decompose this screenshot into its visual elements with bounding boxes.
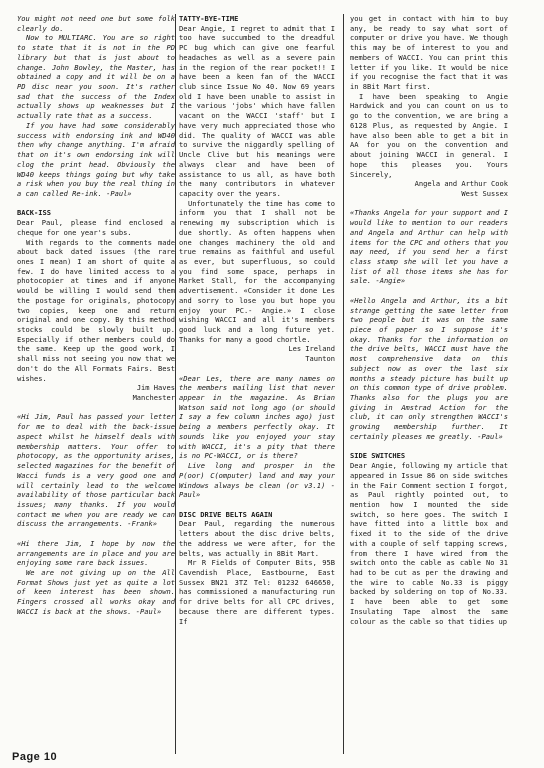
editor-reply: «Dear Les, there are many names on the members mailing list that never appear in the magazine. As Brian Watson said not long ago (or should I say a few column inches ago) just being a members perfectly okay. It sounds like you enjoyed your stay with WACCI, it's a pity that there is no PC-WACCI, or is there? — [179, 373, 335, 461]
signature-place: West Sussex — [461, 188, 508, 198]
page-number: Page 10 — [12, 751, 58, 763]
paragraph: Unfortunately the time has come to inform you that I shall not be renewing my subscription which is due shortly. As often happens when one changes machinery the old and true remains as faithful and useful as ever, but superfluous, so could you find some space, perhaps in Market Stall, for the accompanying advertisement. «Consider it done Les and sorry to lose you but hope you enjoy your PC.- Angie.» I close wishing WACCI and all it's members good luck and a long future yet. Thanks for many a good chortle. — [179, 198, 335, 344]
signature-place: Taunton — [305, 354, 335, 364]
paragraph: Dear Angie, I regret to admit that I too have succumbed to the dreadful PC bug which can give one fearful headaches as well as a severe pain in the region of the rear pocket!! I have been a keen fan of the WACCI club since Issue No 40. Now 69 years old I have been unable to assist in the various 'jobs' which have fallen vacant on the WACCI 'staff' but I have very much appreciated those who did. The quality of WACCI was able to survive the niggardly spelling of Uncle Clive but his meanings were always clear and have been of assistance to us all, as have both the many contributors in whatever capacity over the years. — [179, 23, 335, 198]
section-heading-disc-drive-belts: DISC DRIVE BELTS AGAIN — [179, 509, 273, 519]
paragraph: you get in contact with him to buy any, be ready to say what sort of computer or drive you have. We though this may be of interest to you and members of WACCI. You can print this letter if you like. It would be nice if you recognise the fact that it was in 8Bit Mart first. — [350, 14, 508, 92]
editor-reply: Live long and prosper in the P(oor) C(omputer) land and may your Windows always be clean (or v3.1) -Paul» — [179, 461, 335, 500]
signature-name: Angela and Arthur Cook — [414, 179, 508, 189]
editor-reply: «Hi there Jim, I hope by now the arrangements are in place and you are enjoying some rare back issues. — [17, 538, 175, 568]
signature-place: Manchester — [132, 393, 175, 403]
signature-name: Jim Haves — [136, 383, 175, 393]
paragraph: With regards to the comments made about back dated issues (the rare ones I mean) I am short of quite a few. I do have limited access to a photocopier at times and if anyone would be willing I would send them the postage for originals, photocopy two copies, keep one and return original and one copy. By this method stocks could be slowly built up. Especially if other members could do the same. Keep up the good work, I shall miss not seeing you now that we don't do the All Formats Fairs. Best wishes. — [17, 237, 175, 383]
paragraph: Dear Paul, regarding the numerous letters about the disc drive belts, the address we were after, for the belts, was actually in 8Bit Mart. — [179, 519, 335, 558]
paragraph: I have been speaking to Angie Hardwick and you can count on us to go to the convention, we are bring a 6128 Plus, as requested by Angie. I have also been able to get a bit in AA for you on the convention and about joining WACCI in general. I hope this pleases you. Yours Sincerely, — [350, 91, 508, 179]
paragraph: You might not need one but some folk clearly do. — [17, 14, 175, 33]
column-2 — [179, 14, 335, 626]
editor-reply: We are not giving up on the All Format Shows just yet as quite a lot of keen interest has been shown. Fingers crossed all works okay and WACCI is back at the shows. -Paul» — [17, 567, 175, 616]
paragraph: Dear Angie, following my article that appeared in Issue 86 on side switches in the Fair Comment section I forgot, as Paul rightly pointed out, to mention how I mounted the side switch, so here goes. The switch I have fitted into a little box and fixed it to the side of the drive with a couple of self tapping screws, from there I have wired from the switch onto the cable as cable No 31 had to be cut as per the drawing and the wire to cable No.33 is piggy backed by soldering on top of No.33. I have been able to get some Insulating Tape almost the same colour as the cable so that tidies up — [350, 461, 508, 626]
paragraph: Now to MULTIARC. You are so right to state that it is not in the PD library but that is just about to change. John Bowley, the Master, has obtained a copy and it will be on a PD disc near you soon. It's rather sad that the success of the Index actually shows up weaknesses but I actually rate that as a success. — [17, 33, 175, 121]
paragraph: Mr R Fields of Computer Bits, 95B Cavendish Place, Eastbourne, East Sussex BN21 3TZ Tel: 01232 646650, has commissioned a manufacturing run for drive belts for all CPC drives, because there are different types. If — [179, 558, 335, 626]
paragraph: If you have had some considerably success with endorsing ink and WD40 then why change anything. I'm afraid that on it's own endorsing ink will clog the print head. Obviously the WD40 keeps things going but why take a risk when you buy the real thing in a can called Re-ink. -Paul» — [17, 120, 175, 198]
editor-reply: «Hello Angela and Arthur, its a bit strange getting the same letter from two people but it was on the same piece of paper so I suppose it's okay. Thanks for the information on the drive belts, WACCI must have the most comprehensive data on this subject now as over the last six months a steady picture has built up on this common type of drive problem. Thanks also for the plugs you are giving in Amstrad Action for the club, it can only strengthen WACCI's growing membership further. It certainly pleases me greatly. -Paul» — [350, 295, 508, 441]
editor-reply: «Hi Jim, Paul has passed your letter for me to deal with the back-issue aspect whilst he himself deals with membership matters. Your offer to photocopy, as the opportunity arises, selected magazines for the benefit of Wacci funds is a very good one and will certainly lead to the welcome availability of those particular back issues; many thanks. If you would contact me when you are ready we can discuss the arrangements. -Frank» — [17, 412, 175, 529]
section-heading-back-iss: BACK-ISS — [17, 208, 51, 218]
signature-name: Les Ireland — [288, 344, 335, 354]
column-divider-2 — [343, 14, 344, 754]
section-heading-side-switches: SIDE SWITCHES — [350, 451, 406, 461]
editor-reply: «Thanks Angela for your support and I would like to mention to our readers and Angela and Arthur can help with items for the CPC and others that you may need, if you send her a first class stamp she will let you have a list of all those items she has for sale. -Angie» — [350, 208, 508, 286]
column-3 — [350, 14, 508, 626]
section-heading-tatty-bye-time: TATTY-BYE-TIME — [179, 14, 239, 23]
column-1 — [17, 14, 175, 617]
paragraph: Dear Paul, please find enclosed a cheque for one year's subs. — [17, 218, 175, 237]
column-divider-1 — [175, 14, 176, 754]
